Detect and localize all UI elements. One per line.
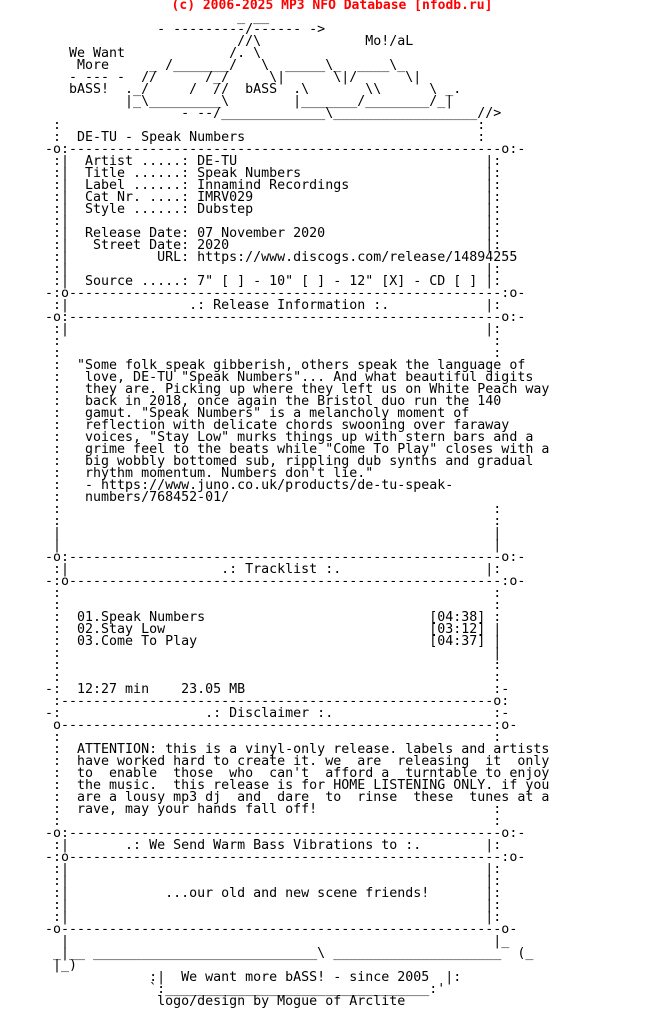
page-header-credit: (c) 2006-2025 MP3 NFO Database [nfodb.ru] bbox=[171, 0, 493, 13]
nfo-ascii-document: _ __ - ---------/------ -> //\ Mo!/aL We Want /. \ More _ /_______/ \ _____\_ ____\_ - --- - // /_/ \| \|/ \| bASS! ._/ / // bASS .\ \\ \ _. |_\_________\ |_______/________/_| - --/_____________\__________________//> : : : DE-TU - Speak Numbers : -o:------------------------------------------------------o:- :| Artist .....: DE-TU |: :| Title ......: Speak Numbers |: :| Label ......: Innamind Recordings |: :| Cat Nr. ....: IMRV029 |: :| Style ......: Dubstep |: :| |: :| Release Date: 07 November 2020 |: :| Street Date: 2020 |: :| URL: https://www.discogs.com/release/14894255 :| |: :| Source .....: 7" [ ] - 10" [ ] - 12" [X] - CD [ ] |: -:o------------------------------------------------------:o- :| .: Release Information :. |: -o:------------------------------------------------------o:- :| |: : : : : : "Some folk speak gibberish, others speak the language of : love, DE-TU "Speak Numbers"... And what beautiful digits : they are. Picking up where they left us on White Peach way : back in 2018, once again the Bristol duo run the 140 : gamut. "Speak Numbers" is a melancholy moment of : reflection with delicate chords swooning over faraway : voices, "Stay Low" murks things up with stern bars and a : grime feel to the beats while "Come To Play" closes with a : big wobbly bottomed sub, rippling dub synths and gradual : rhythm momentum. Numbers don't lie." : - https://www.juno.co.uk/products/de-tu-speak- : numbers/768452-01/ : : : : | | | | -o:------------------------------------------------------o:- :| .: Tracklist :. |: -:o------------------------------------------------------:o- : : : : : 01.Speak Numbers [04:38] : : 02.Stay Low [03:12] | : 03.Come To Play [04:37] | : | : : : : -: 12:27 min 23.05 MB :- :------------------------------------------------------o: -: .: Disclaimer :. :- o------------------------------------------------------:o- : : : ATTENTION: this is a vinyl-only release. labels and artists : have worked hard to create it. we are releasing it only : to enable those who can't afford a turntable to enjoy : the music. this release is for HOME LISTENING ONLY. if you : are a lousy mp3 dj and dare to rinse these tunes at a : rave, may your hands fall off! : : : -o:------------------------------------------------------o:- :| .: We Send Warm Bass Vibrations to :. |: -:o------------------------------------------------------:o- :| |: :| |: :| ...our old and new scene friends! |: :| |: :| |: -o-------------------------------------------------------o- | |_ _|__ ____________________________\ _____________________ (_ |_) :| We want more bASS! - since 2005 |: `:_________________________________:' logo/design by Mogue of Arclite bbox=[45, 10, 550, 1009]
